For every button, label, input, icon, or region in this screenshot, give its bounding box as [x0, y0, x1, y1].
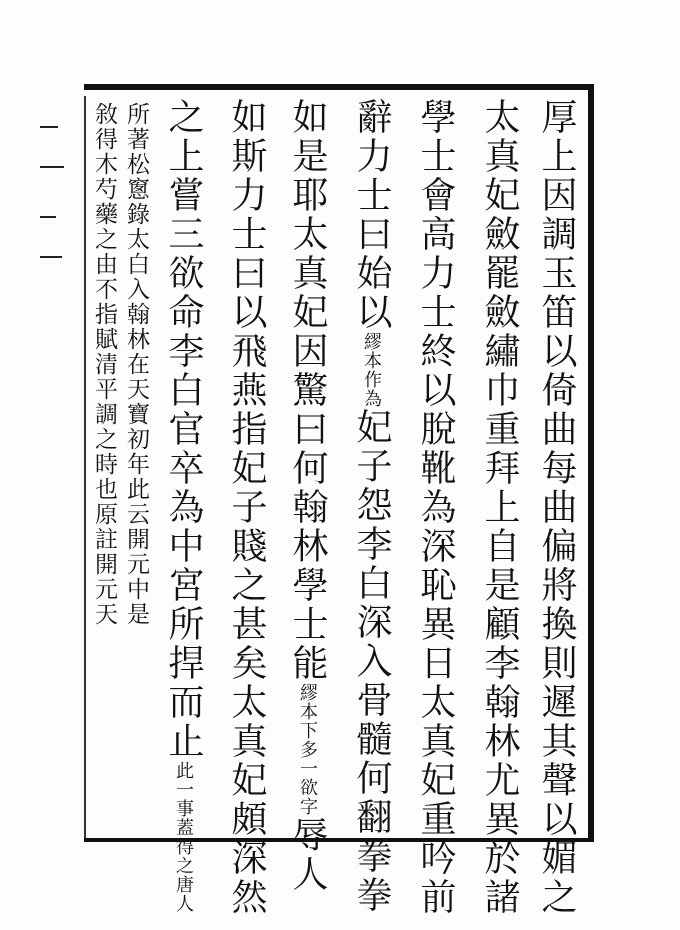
annotation-line: 作為: [361, 370, 382, 408]
column-7-text-before: 之上嘗三欲命李白官卒為中宮所捍而止: [163, 98, 204, 761]
column-7-annotation: [165, 761, 201, 913]
text-column-7: [163, 98, 204, 913]
annotation-line: 得之唐人: [173, 837, 194, 913]
text-column-4: [351, 98, 392, 915]
text-column-6: 如斯力士曰以飛燕指妃子賤之甚矣太真妃頗深然: [226, 98, 267, 917]
frame-right-border: [588, 84, 594, 842]
annotation-line: 繆本下多: [297, 683, 318, 759]
column-5-text-after: 辱人: [287, 816, 328, 894]
text-column-5: [287, 98, 328, 894]
annotation-line: 此一事蓋: [173, 761, 194, 837]
frame-left-border: [84, 96, 86, 838]
column-4-text-after: 妃子怨李白深入骨髓何翻拳拳: [351, 408, 392, 915]
text-column-1: 厚上因調玉笛以倚曲每曲偏將換則遲其聲以媚之: [536, 98, 577, 917]
annotation-line: 一欲字: [297, 759, 318, 816]
text-column-9: 敘得木芍藥之由不指賦清平調之時也原註開元天: [91, 102, 117, 627]
column-5-annotation: [289, 683, 325, 816]
column-4-text-before: 辭力士曰始以: [351, 98, 392, 332]
column-4-annotation: [353, 332, 389, 408]
page-edge-marks: [40, 96, 70, 396]
text-column-3: 學士會高力士終以脫靴為深恥異日太真妃重吟前: [415, 98, 456, 917]
text-column-8: 所著松窻錄太白入翰林在天寶初年此云開元中是: [123, 102, 149, 627]
column-5-text-before: 如是耶太真妃因驚曰何翰林學士能: [287, 98, 328, 683]
text-column-2: 太真妃斂罷斂繡巾重拜上自是顧李翰林尤異於諸: [479, 98, 520, 917]
frame-top-border: [84, 84, 594, 90]
annotation-line: 繆本: [361, 332, 382, 370]
